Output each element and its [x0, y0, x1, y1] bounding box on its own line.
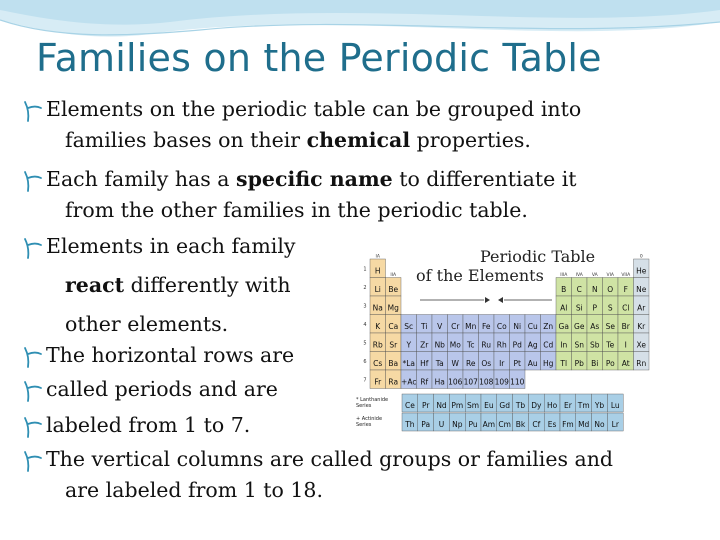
element-symbol: *La — [402, 359, 416, 368]
bullet-marker-icon — [22, 164, 44, 195]
element-symbol: Rf — [420, 377, 429, 387]
group-label: VIIA — [621, 273, 631, 278]
periodic-table-subtitle: of the Elements — [416, 266, 544, 285]
element-symbol: No — [594, 420, 605, 429]
element-symbol: Ne — [636, 285, 647, 294]
element-symbol: Rn — [636, 359, 647, 368]
element-symbol: Zn — [543, 322, 554, 331]
element-symbol: Ra — [388, 377, 399, 387]
element-symbol: H — [374, 266, 381, 276]
element-symbol: 108 — [479, 377, 494, 387]
element-symbol: Rh — [496, 340, 507, 350]
element-symbol: Cl — [622, 303, 630, 313]
element-symbol: F — [623, 285, 628, 294]
bullet-marker-icon — [22, 410, 44, 441]
element-symbol: Se — [605, 322, 615, 331]
element-symbol: Er — [563, 401, 572, 410]
bullet-text: called periods and are — [46, 377, 278, 401]
bullet-item — [46, 164, 577, 226]
element-symbol: Tl — [560, 359, 568, 368]
element-symbol: Sm — [467, 401, 480, 410]
bullet-text: Elements on the periodic table can be grouped into — [46, 97, 582, 121]
element-symbol: Au — [527, 359, 538, 368]
element-symbol: Rb — [372, 340, 383, 350]
element-symbol: Ha — [434, 377, 445, 387]
element-symbol: Lu — [610, 401, 620, 410]
bullet-marker-icon — [22, 231, 44, 262]
bullet-text: Each family has a — [46, 167, 237, 191]
element-symbol: As — [590, 322, 600, 331]
group-label: IA — [375, 254, 380, 260]
element-symbol: Tc — [467, 340, 475, 350]
element-symbol: Li — [374, 285, 381, 294]
element-symbol: Bi — [591, 359, 599, 368]
element-symbol: Nd — [436, 401, 447, 410]
bullet-text: other elements. — [65, 312, 229, 336]
group-label: IIIA — [560, 273, 568, 278]
element-symbol: Fm — [562, 420, 574, 429]
element-symbol: Md — [578, 420, 590, 429]
bullet-marker-icon — [22, 340, 44, 371]
element-symbol: Tb — [515, 401, 526, 410]
element-symbol: Pu — [468, 420, 478, 429]
group-label: VA — [591, 273, 598, 278]
element-symbol: Os — [481, 359, 492, 368]
element-symbol: Mg — [387, 303, 399, 313]
element-symbol: Cs — [373, 359, 383, 368]
element-symbol: V — [437, 322, 443, 331]
element-symbol: Kr — [637, 322, 646, 331]
element-symbol: Es — [547, 420, 557, 429]
element-symbol: Sc — [404, 322, 414, 331]
element-symbol: Ir — [499, 359, 505, 368]
bullet-item — [46, 231, 295, 340]
bullet-item — [46, 94, 581, 156]
bullet-emphasis: react — [65, 273, 125, 297]
element-symbol: Xe — [636, 340, 646, 350]
bullet-marker-icon — [22, 444, 44, 475]
element-symbol: 106 — [448, 377, 463, 387]
element-symbol: Ti — [421, 322, 428, 331]
element-symbol: U — [438, 420, 445, 429]
element-symbol: Te — [606, 340, 615, 350]
element-symbol: 109 — [494, 377, 509, 387]
group-label: IIA — [390, 273, 397, 278]
element-symbol: Al — [560, 303, 568, 313]
bullet-marker-icon — [22, 94, 44, 125]
element-symbol: Cd — [543, 340, 554, 350]
element-symbol: Tm — [577, 401, 590, 410]
element-symbol: Zr — [420, 340, 429, 350]
element-symbol: 107 — [463, 377, 478, 387]
element-symbol: Pm — [451, 401, 464, 410]
period-label: 5 — [363, 340, 367, 347]
period-label: 4 — [363, 321, 367, 328]
bullet-text: labeled from 1 to 7. — [46, 413, 251, 437]
element-symbol: Ca — [388, 322, 399, 331]
element-symbol: Cf — [532, 420, 541, 429]
element-symbol: Ta — [435, 359, 444, 368]
element-symbol: Na — [372, 303, 383, 313]
element-symbol: K — [375, 322, 381, 331]
element-symbol: S — [607, 303, 613, 313]
bullet-emphasis: specific name — [236, 167, 393, 191]
element-symbol: Pd — [512, 340, 522, 350]
element-symbol: At — [621, 359, 630, 368]
element-symbol: Po — [605, 359, 615, 368]
element-symbol: Si — [575, 303, 583, 313]
element-symbol: O — [607, 285, 614, 294]
bullet-text: are labeled from 1 to 18. — [65, 478, 323, 502]
element-symbol: Hg — [543, 359, 554, 368]
element-symbol: Sr — [389, 340, 398, 350]
element-symbol: He — [636, 266, 647, 276]
element-symbol: Nb — [434, 340, 445, 350]
element-symbol: B — [561, 285, 567, 294]
element-symbol: W — [451, 359, 459, 368]
element-symbol: Gd — [499, 401, 510, 410]
bullet-item — [46, 374, 278, 405]
element-symbol: Mn — [465, 322, 477, 331]
element-symbol: Pr — [421, 401, 430, 410]
element-symbol: +Ac — [401, 377, 417, 387]
bullet-marker-icon — [22, 374, 44, 405]
element-symbol: Ag — [527, 340, 538, 350]
element-symbol: Br — [621, 322, 630, 331]
bullet-text: differently with — [124, 273, 291, 297]
bullet-text: Elements in each family — [46, 234, 296, 258]
bullet-item — [46, 410, 250, 441]
bullet-text: The vertical columns are called groups or families and — [46, 447, 614, 471]
element-symbol: Ar — [637, 303, 646, 313]
group-label: 0 — [639, 254, 643, 260]
element-symbol: Ho — [546, 401, 558, 410]
element-symbol: 110 — [510, 377, 525, 387]
element-symbol: Mo — [449, 340, 461, 350]
element-symbol: Ge — [574, 322, 585, 331]
element-symbol: Dy — [531, 401, 542, 410]
element-symbol: Be — [388, 285, 399, 294]
series-label: Series — [356, 422, 372, 428]
group-label: VIA — [606, 273, 614, 278]
element-symbol: Ga — [558, 322, 569, 331]
element-symbol: Pt — [513, 359, 521, 368]
periodic-table-title: Periodic Table — [480, 247, 596, 266]
element-symbol: C — [576, 285, 582, 294]
bullet-emphasis: chemical — [306, 128, 411, 152]
series-label: + Actinide — [356, 416, 383, 422]
element-symbol: Sn — [574, 340, 585, 350]
element-symbol: Cm — [498, 420, 511, 429]
element-symbol: Am — [482, 420, 496, 429]
bullet-text: properties. — [410, 128, 531, 152]
element-symbol: Pa — [421, 420, 431, 429]
element-symbol: Ba — [388, 359, 399, 368]
element-symbol: Np — [452, 420, 463, 429]
slide-title: Families on the Periodic Table — [36, 36, 602, 80]
period-label: 3 — [363, 303, 367, 310]
element-symbol: Eu — [484, 401, 494, 410]
element-symbol: Ru — [481, 340, 492, 350]
element-symbol: Cr — [451, 322, 460, 331]
periodic-table-graphic — [354, 236, 672, 436]
series-label: Series — [356, 403, 372, 409]
element-symbol: Yb — [594, 401, 605, 410]
element-symbol: Fe — [481, 322, 491, 331]
element-symbol: In — [560, 340, 568, 350]
period-label: 2 — [363, 284, 367, 291]
bullet-item — [46, 340, 294, 371]
element-symbol: Hf — [420, 359, 429, 368]
bullet-text: families bases on their — [65, 128, 307, 152]
element-symbol: Ni — [513, 322, 522, 331]
element-symbol: Sb — [589, 340, 600, 350]
series-label: * Lanthanide — [356, 397, 389, 403]
element-symbol: Th — [405, 420, 415, 429]
period-label: 6 — [363, 358, 367, 365]
element-symbol: Fr — [374, 377, 382, 387]
element-symbol: N — [591, 285, 598, 294]
element-symbol: Bk — [515, 420, 526, 429]
periodic-table-image — [354, 236, 672, 436]
period-label: 7 — [363, 377, 367, 384]
bullet-text: to differentiate it — [392, 167, 577, 191]
element-symbol: Pb — [574, 359, 584, 368]
element-symbol: Ce — [404, 401, 415, 410]
element-symbol: Re — [466, 359, 476, 368]
element-symbol: Lr — [611, 420, 619, 429]
bullet-text: from the other families in the periodic table. — [65, 198, 528, 222]
element-symbol: P — [592, 303, 598, 313]
element-symbol: Co — [496, 322, 507, 331]
bullet-text: The horizontal rows are — [46, 343, 295, 367]
group-label: IVA — [575, 273, 583, 278]
element-symbol: Y — [406, 340, 412, 350]
bullet-item — [46, 444, 613, 506]
period-label: 1 — [363, 266, 367, 273]
element-symbol: I — [624, 340, 627, 350]
element-symbol: Cu — [527, 322, 538, 331]
